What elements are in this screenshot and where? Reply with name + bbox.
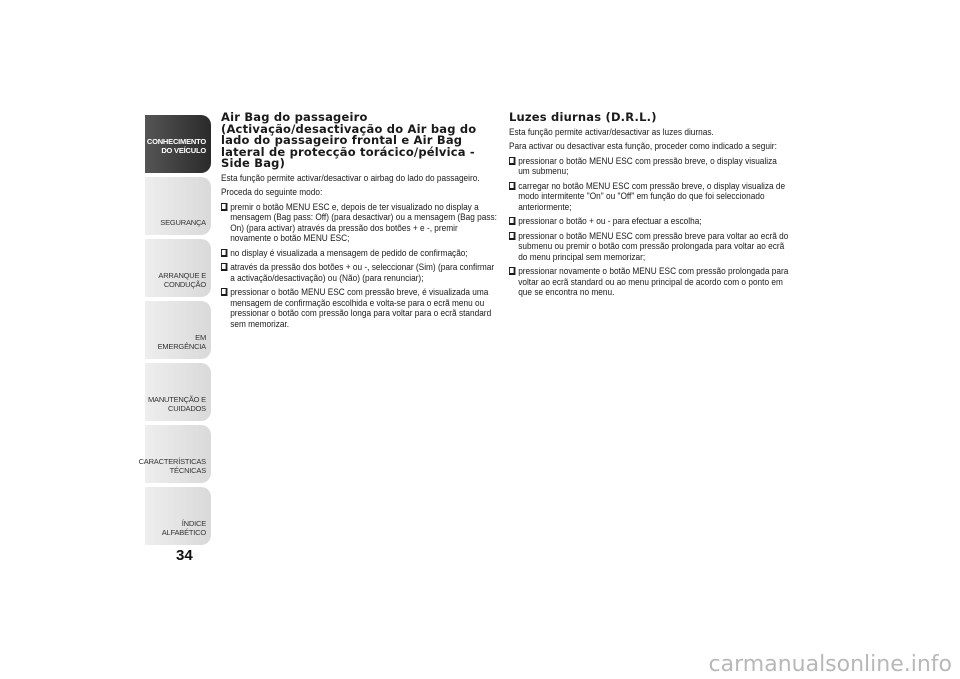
checkbox-bullet-icon [509,182,515,189]
list-item [509,216,788,227]
tab-label: CONHECIMENTO DO VEÍCULO [146,137,206,155]
list-item [221,262,500,283]
steps-list [221,201,497,330]
list-item-text: pressionar o botão MENU ESC com pressão breve para voltar ao ecrã do submenu ou premir o botão com pressão prolongada para voltar ao ecrã do menu principal sem memorizar; [518,230,789,262]
intro-paragraph: Esta função permite activar/desactivar as luzes diurnas. [509,126,714,137]
list-item-text: pressionar o botão MENU ESC com pressão breve, é visualizada uma mensagem de confirmação escolhida e volta-se para o ecrã menu ou pressionar o botão com pressão longa para voltar para o ecrã standard sem memorizar. [230,287,492,329]
list-item-text: premir o botão MENU ESC e, depois de ter visualizado no display a mensagem (Bag pass: Off) (para desactivar) ou a mensagem (Bag pass: On) (para activar) através da pressão dos botões + e -, premir novamente o botão MENU ESC; [230,201,497,243]
list-item [509,231,788,263]
tab-seguranca[interactable] [145,177,211,235]
list-item [221,248,500,259]
tab-arranque-e-conducao[interactable] [145,239,211,297]
tab-label: EM EMERGÊNCIA [157,333,206,351]
list-item [509,156,788,177]
checkbox-bullet-icon [221,263,227,270]
tab-conhecimento-do-veiculo[interactable] [145,115,211,173]
tab-label: SEGURANÇA [160,218,206,227]
list-item-text: pressionar o botão MENU ESC com pressão breve, o display visualiza um submenu; [518,155,777,176]
right-column [509,110,789,302]
list-item-text: através da pressão dos botões + ou -, seleccionar (Sim) (para confirmar a activação/desactivação) ou (Não) (para renunciar); [230,262,495,283]
tab-label: ARRANQUE E CONDUÇÃO [158,271,206,289]
list-item [509,266,788,298]
intro-paragraph: Esta função permite activar/desactivar o airbag do lado do passageiro. [221,172,480,183]
checkbox-bullet-icon [221,249,227,256]
section-heading-air-bag: Air Bag do passageiro (Activação/desactivação do Air bag do lado do passageiro frontal e Air Bag lateral de protecção torácico/pélvica - Side Bag) [221,110,477,170]
checkbox-bullet-icon [221,288,227,295]
tab-manutencao-e-cuidados[interactable] [145,363,211,421]
tab-caracteristicas-tecnicas[interactable] [138,425,211,483]
chapter-tabs [138,115,211,549]
tab-label: CARACTERÍSTICAS TÉCNICAS [138,457,206,475]
list-item-text: carregar no botão MENU ESC com pressão breve, o display visualiza de modo intermitente "On" ou "Off" em função do que foi seleccionado anteriormente; [518,180,786,212]
list-item [221,202,500,244]
section-heading-luzes-diurnas: Luzes diurnas (D.R.L.) [509,110,657,124]
left-column [221,110,497,333]
tab-em-emergencia[interactable] [145,301,211,359]
checkbox-bullet-icon [509,267,515,274]
list-item [509,181,788,213]
tab-label: MANUTENÇÃO E CUIDADOS [147,395,206,413]
lead-paragraph: Proceda do seguinte modo: [221,187,323,197]
watermark: carmanualsonline.info [708,652,952,677]
checkbox-bullet-icon [509,217,515,224]
page-number: 34 [176,547,193,564]
list-item [221,287,500,329]
list-item-text: pressionar o botão + ou - para efectuar a escolha; [518,216,702,226]
steps-list [509,155,789,298]
tab-label: ÍNDICE ALFABÉTICO [161,519,206,537]
list-item-text: no display é visualizada a mensagem de pedido de confirmação; [230,247,468,258]
checkbox-bullet-icon [509,157,515,164]
tab-indice-alfabetico[interactable] [145,487,211,545]
lead-paragraph: Para activar ou desactivar esta função, proceder como indicado a seguir: [509,141,777,151]
checkbox-bullet-icon [221,203,227,210]
list-item-text: pressionar novamente o botão MENU ESC com pressão prolongada para voltar ao ecrã standard ou ao menu principal de acordo com o ponto em que se encontra no menu. [518,266,789,297]
checkbox-bullet-icon [509,232,515,239]
